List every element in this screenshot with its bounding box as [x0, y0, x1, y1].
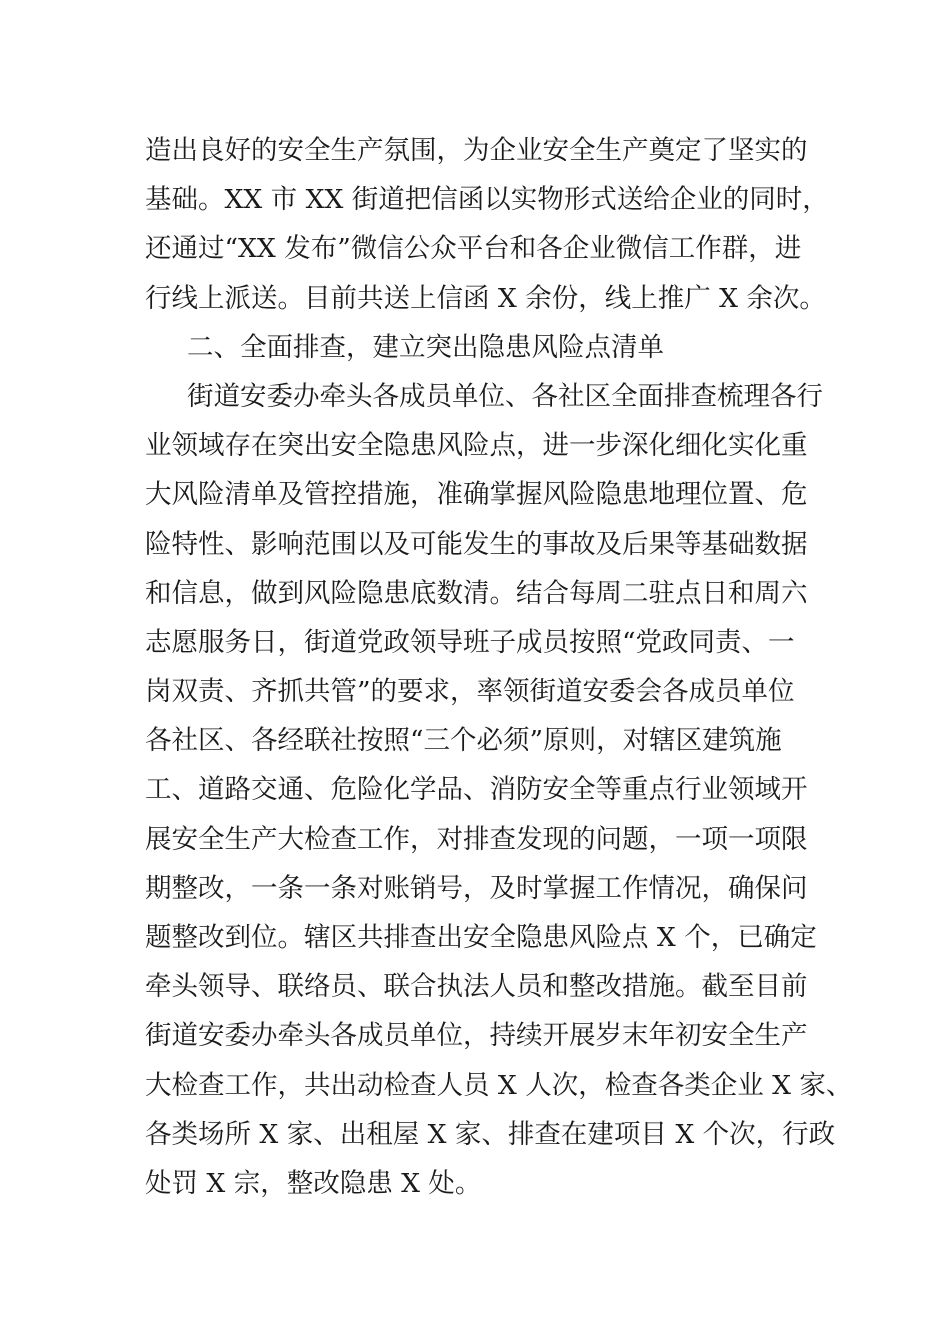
text-line: 街道安委办牵头各成员单位、各社区全面排查梳理各行: [187, 380, 823, 412]
text-line: 期整改，一条一条对账销号，及时掌握工作情况，确保问: [145, 872, 808, 904]
section-heading: 二、全面排查，建立突出隐患风险点清单: [187, 331, 664, 363]
text-line: 街道安委办牵头各成员单位，持续开展岁末年初安全生产: [145, 1020, 808, 1052]
text-line: 险特性、影响范围以及可能发生的事故及后果等基础数据: [145, 528, 808, 560]
text-line: 和信息，做到风险隐患底数清。结合每周二驻点日和周六: [145, 577, 808, 609]
text-line: 各社区、各经联社按照“三个必须”原则，对辖区建筑施: [145, 725, 782, 757]
text-line: 志愿服务日，街道党政领导班子成员按照“党政同责、一: [145, 626, 795, 658]
text-line: 展安全生产大检查工作，对排查发现的问题，一项一项限: [145, 823, 808, 855]
text-line: 各类场所 X 家、出租屋 X 家、排查在建项目 X 个次，行政: [145, 1118, 836, 1150]
text-line: 岗双责、齐抓共管”的要求，率领街道安委会各成员单位: [145, 676, 795, 708]
text-line: 大检查工作，共出动检查人员 X 人次，检查各类企业 X 家、: [145, 1069, 853, 1101]
text-line: 处罚 X 宗，整改隐患 X 处。: [145, 1167, 482, 1199]
text-line: 还通过“XX 发布”微信公众平台和各企业微信工作群，进: [145, 233, 802, 265]
text-line: 大风险清单及管控措施，准确掌握风险隐患地理位置、危: [145, 479, 808, 511]
text-line: 业领域存在突出安全隐患风险点，进一步深化细化实化重: [145, 430, 808, 462]
text-line: 行线上派送。目前共送上信函 X 余份，线上推广 X 余次。: [145, 282, 826, 314]
text-line: 造出良好的安全生产氛围，为企业安全生产奠定了坚实的: [145, 135, 808, 166]
text-line: 工、道路交通、危险化学品、消防安全等重点行业领域开: [145, 774, 808, 806]
document-body: [145, 126, 853, 1208]
text-line: 题整改到位。辖区共排查出安全隐患风险点 X 个，已确定: [145, 922, 817, 953]
text-line: 基础。XX 市 XX 街道把信函以实物形式送给企业的同时，: [145, 184, 829, 216]
text-line: 牵头领导、联络员、联合执法人员和整改措施。截至目前: [145, 971, 808, 1003]
